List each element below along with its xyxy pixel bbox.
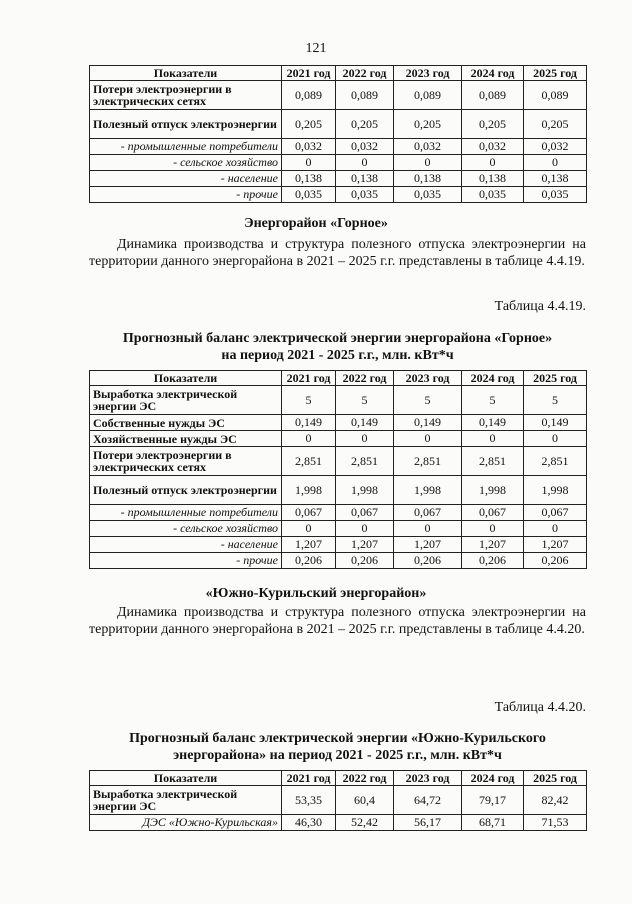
cell-value: 1,207: [462, 537, 524, 553]
table-header-row: [90, 66, 587, 81]
cell-value: 2,851: [336, 447, 394, 476]
cell-value: 79,17: [462, 786, 524, 815]
header-2025: 2025 год: [524, 66, 587, 81]
cell-value: 0,032: [462, 139, 524, 155]
cell-value: 0,138: [336, 171, 394, 187]
table-title-yuzhno-kurilsky: [89, 730, 586, 764]
cell-value: 0,067: [462, 505, 524, 521]
header-2021: 2021 год: [282, 371, 336, 386]
cell-value: 2,851: [524, 447, 587, 476]
table-header-row: [90, 771, 587, 786]
cell-value: 0,206: [336, 553, 394, 569]
row-label: Полезный отпуск электроэнергии: [90, 110, 282, 139]
header-2022: 2022 год: [336, 371, 394, 386]
cell-value: 64,72: [394, 786, 462, 815]
header-2025: 2025 год: [524, 371, 587, 386]
cell-value: 0: [394, 431, 462, 447]
cell-value: 1,998: [524, 476, 587, 505]
cell-value: 2,851: [282, 447, 336, 476]
row-label: - сельское хозяйство: [90, 521, 282, 537]
cell-value: 0: [336, 521, 394, 537]
cell-value: 52,42: [336, 815, 394, 831]
cell-value: 5: [336, 386, 394, 415]
header-indicators: Показатели: [90, 771, 282, 786]
row-label: - население: [90, 171, 282, 187]
section-paragraph-yuzhno-kurilsky: [89, 604, 586, 638]
table-row: [90, 171, 587, 187]
cell-value: 0,149: [336, 415, 394, 431]
table-row: [90, 386, 587, 415]
table-row: [90, 415, 587, 431]
cell-value: 0,032: [336, 139, 394, 155]
cell-value: 2,851: [462, 447, 524, 476]
header-2023: 2023 год: [394, 66, 462, 81]
table-row: [90, 139, 587, 155]
header-2023: 2023 год: [394, 371, 462, 386]
table-row: [90, 447, 587, 476]
header-indicators: Показатели: [90, 371, 282, 386]
table-row: [90, 553, 587, 569]
cell-value: 60,4: [336, 786, 394, 815]
cell-value: 71,53: [524, 815, 587, 831]
cell-value: 1,998: [462, 476, 524, 505]
page-number: 121: [305, 41, 327, 56]
cell-value: 0,205: [282, 110, 336, 139]
cell-value: 0: [394, 521, 462, 537]
cell-value: 1,207: [336, 537, 394, 553]
cell-value: 0,089: [336, 81, 394, 110]
cell-value: 0,035: [462, 187, 524, 203]
cell-value: 0,205: [394, 110, 462, 139]
table-energy-balance-gornoe: [89, 370, 587, 569]
cell-value: 5: [462, 386, 524, 415]
cell-value: 0,138: [462, 171, 524, 187]
cell-value: 0,067: [394, 505, 462, 521]
cell-value: 0,032: [282, 139, 336, 155]
header-indicators: Показатели: [90, 66, 282, 81]
cell-value: 0: [524, 431, 587, 447]
cell-value: 2,851: [394, 447, 462, 476]
row-label: Потери электроэнергии в электрических сетях: [90, 447, 282, 476]
cell-value: 0,035: [394, 187, 462, 203]
cell-value: 5: [394, 386, 462, 415]
cell-value: 0,138: [282, 171, 336, 187]
table-row: [90, 476, 587, 505]
table-row: [90, 505, 587, 521]
table-row: [90, 815, 587, 831]
row-label: Собственные нужды ЭС: [90, 415, 282, 431]
row-label: - прочие: [90, 553, 282, 569]
cell-value: 0,149: [524, 415, 587, 431]
section-heading-gornoe: Энергорайон «Горное»: [244, 216, 388, 231]
cell-value: 0: [524, 155, 587, 171]
cell-value: 0,089: [462, 81, 524, 110]
header-2022: 2022 год: [336, 66, 394, 81]
table-row: [90, 521, 587, 537]
section-heading-yuzhno-kurilsky: «Южно-Курильский энергорайон»: [205, 586, 427, 601]
cell-value: 0,067: [282, 505, 336, 521]
cell-value: 0,032: [394, 139, 462, 155]
cell-value: 1,207: [282, 537, 336, 553]
row-label: - прочие: [90, 187, 282, 203]
cell-value: 53,35: [282, 786, 336, 815]
cell-value: 0,035: [524, 187, 587, 203]
table-title-line: Прогнозный баланс электрической энергии энергорайона «Горное»: [122, 331, 553, 346]
table-row: [90, 155, 587, 171]
cell-value: 0: [394, 155, 462, 171]
header-2021: 2021 год: [282, 66, 336, 81]
cell-value: 1,998: [394, 476, 462, 505]
cell-value: 0,205: [462, 110, 524, 139]
cell-value: 0: [462, 155, 524, 171]
cell-value: 0,206: [524, 553, 587, 569]
row-label: - сельское хозяйство: [90, 155, 282, 171]
table-row: [90, 187, 587, 203]
cell-value: 0,205: [336, 110, 394, 139]
cell-value: 1,207: [394, 537, 462, 553]
cell-value: 0,035: [336, 187, 394, 203]
row-label: Хозяйственные нужды ЭС: [90, 431, 282, 447]
cell-value: 56,17: [394, 815, 462, 831]
cell-value: 0,138: [394, 171, 462, 187]
cell-value: 0,089: [524, 81, 587, 110]
cell-value: 0,205: [524, 110, 587, 139]
cell-value: 0,149: [394, 415, 462, 431]
row-label: ДЭС «Южно-Курильская»: [90, 815, 282, 831]
table-caption-4-4-19: Таблица 4.4.19.: [494, 299, 586, 314]
cell-value: 1,207: [524, 537, 587, 553]
cell-value: 0: [462, 521, 524, 537]
cell-value: 0: [462, 431, 524, 447]
table-energy-balance-continued: [89, 65, 587, 203]
cell-value: 68,71: [462, 815, 524, 831]
row-label: Выработка электрической энергии ЭС: [90, 386, 282, 415]
cell-value: 0,067: [524, 505, 587, 521]
table-title-line: Прогнозный баланс электрической энергии «Южно-Курильского: [129, 731, 546, 746]
table-title-line: энергорайона» на период 2021 - 2025 г.г., млн. кВт*ч: [173, 748, 502, 763]
cell-value: 0: [336, 155, 394, 171]
paragraph-text: Динамика производства и структура полезного отпуска электроэнергии на территории данного энергорайона в 2021 – 2025 г.г. представлены в таблице 4.4.20.: [89, 605, 586, 637]
table-title-gornoe: [89, 330, 586, 364]
header-2021: 2021 год: [282, 771, 336, 786]
cell-value: 0,089: [394, 81, 462, 110]
row-label: - промышленные потребители: [90, 139, 282, 155]
cell-value: 0,206: [282, 553, 336, 569]
header-2022: 2022 год: [336, 771, 394, 786]
table-row: [90, 786, 587, 815]
row-label: Полезный отпуск электроэнергии: [90, 476, 282, 505]
table-row: [90, 431, 587, 447]
cell-value: 1,998: [336, 476, 394, 505]
cell-value: 0: [524, 521, 587, 537]
cell-value: 0: [336, 431, 394, 447]
cell-value: 46,30: [282, 815, 336, 831]
cell-value: 5: [282, 386, 336, 415]
cell-value: 0,138: [524, 171, 587, 187]
cell-value: 0,089: [282, 81, 336, 110]
header-2025: 2025 год: [524, 771, 587, 786]
table-row: [90, 81, 587, 110]
cell-value: 5: [524, 386, 587, 415]
cell-value: 0,035: [282, 187, 336, 203]
cell-value: 0,149: [462, 415, 524, 431]
cell-value: 0,206: [394, 553, 462, 569]
cell-value: 0,149: [282, 415, 336, 431]
table-row: [90, 537, 587, 553]
section-paragraph-gornoe: [89, 236, 586, 270]
table-caption-4-4-20: Таблица 4.4.20.: [494, 700, 586, 715]
paragraph-text: Динамика производства и структура полезного отпуска электроэнергии на территории данного энергорайона в 2021 – 2025 г.г. представлены в таблице 4.4.19.: [89, 237, 586, 269]
table-title-line: на период 2021 - 2025 г.г., млн. кВт*ч: [221, 348, 454, 363]
row-label: - промышленные потребители: [90, 505, 282, 521]
header-2023: 2023 год: [394, 771, 462, 786]
row-label: Выработка электрической энергии ЭС: [90, 786, 282, 815]
cell-value: 0,067: [336, 505, 394, 521]
cell-value: 1,998: [282, 476, 336, 505]
cell-value: 0: [282, 431, 336, 447]
header-2024: 2024 год: [462, 371, 524, 386]
header-2024: 2024 год: [462, 66, 524, 81]
header-2024: 2024 год: [462, 771, 524, 786]
row-label: - население: [90, 537, 282, 553]
cell-value: 0,206: [462, 553, 524, 569]
row-label: Потери электроэнергии в электрических сетях: [90, 81, 282, 110]
table-energy-balance-yuzhno-kurilsky: [89, 770, 587, 831]
table-header-row: [90, 371, 587, 386]
cell-value: 82,42: [524, 786, 587, 815]
cell-value: 0,032: [524, 139, 587, 155]
cell-value: 0: [282, 521, 336, 537]
table-row: [90, 110, 587, 139]
cell-value: 0: [282, 155, 336, 171]
